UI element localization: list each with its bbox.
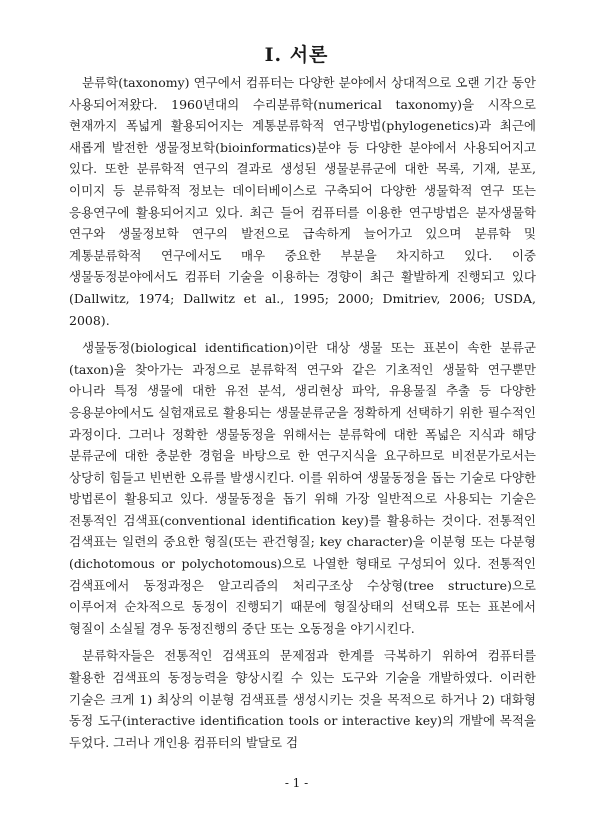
paragraph-2: 생물동정(biological identification)이란 대상 생물 또는 표본이 속한 분류군(taxon)을 찾아가는 과정으로 분류학적 연구와 같은 기초적인 생물학 연구뿐만 아니라 특정 생물에 대한 유전 분석, 생리현상 파악, 유용물질 추출 등 다양한 응용분야에서도 실험재료로 활용되는 생물분류군을 정확하게 선택하기 위한 필수적인 과정이다. 그러나 정확한 생물동정을 위해서는 분류학에 대한 폭넓은 지식과 해당 분류군에 대한 충분한 경험을 바탕으로 한 연구지식을 요구하므로 비전문가로서는 상당히 힘들고 빈번한 오류를 발생시킨다. 이를 위하여 생물동정을 돕는 기술로 다양한 방법론이 활용되고 있다. 생물동정을 돕기 위해 가장 일반적으로 사용되는 기술은 전통적인 검색표(conventional identification key)를 활용하는 것이다. 전통적인 검색표는 일련의 중요한 형질(또는 관건형질; key character)을 이분형 또는 다분형(dichotomous or polychotomous)으로 나열한 형태로 구성되어 있다. 전통적인 검색표에서 동정과정은 알고리즘의 처리구조상 수상형(tree structure)으로 이루어져 순차적으로 동정이 진행되기 때문에 형질상태의 선택오류 또는 표본에서 형질이 소실될 경우 동정진행의 중단 또는 오동정을 야기시킨다. [69,340,536,636]
paragraph-1: 분류학(taxonomy) 연구에서 컴퓨터는 다양한 분야에서 상대적으로 오랜 기간 동안 사용되어져왔다. 1960년대의 수리분류학(numerical taxonomy)을 시작으로 현재까지 폭넓게 활용되어지는 계통분류학적 연구방법(phylogenetics)과 최근에 새롭게 발전한 생물정보학(bioinformatics)분야 등 다양한 분야에서 사용되어지고 있다. 또한 분류학적 연구의 결과로 생성된 생물분류군에 대한 목록, 기재, 분포, 이미지 등 분류학적 정보는 데이터베이스로 구축되어 다양한 생물학적 연구 또는 응용연구에 활용되어지고 있다. 최근 들어 컴퓨터를 이용한 연구방법은 분자생물학 연구와 생물정보학 연구의 발전으로 급속하게 늘어가고 있으며 분류학 및 계통분류학적 연구에서도 매우 중요한 부분을 차지하고 있다. 이중 생물동정분야에서도 컴퓨터 기술을 이용하는 경향이 최근 활발하게 진행되고 있다(Dallwitz, 1974; Dallwitz et al., 1995; 2000; Dmitriev, 2006; USDA, 2008). [69,75,536,328]
section-title: Ⅰ. 서론 [264,44,329,66]
paragraph-3: 분류학자들은 전통적인 검색표의 문제점과 한계를 극복하기 위하여 컴퓨터를 활용한 검색표의 동정능력을 향상시킬 수 있는 도구와 기술을 개발하였다. 이러한 기술은 크게 1) 최상의 이분형 검색표를 생성시키는 것을 목적으로 하거나 2) 대화형 동정 도구(interactive identification tools or interactive key)의 개발에 목적을 두었다. 그러나 개인용 컴퓨터의 발달로 검 [69,648,536,750]
page-number: - 1 - [284,776,309,790]
body-text [69,72,536,759]
